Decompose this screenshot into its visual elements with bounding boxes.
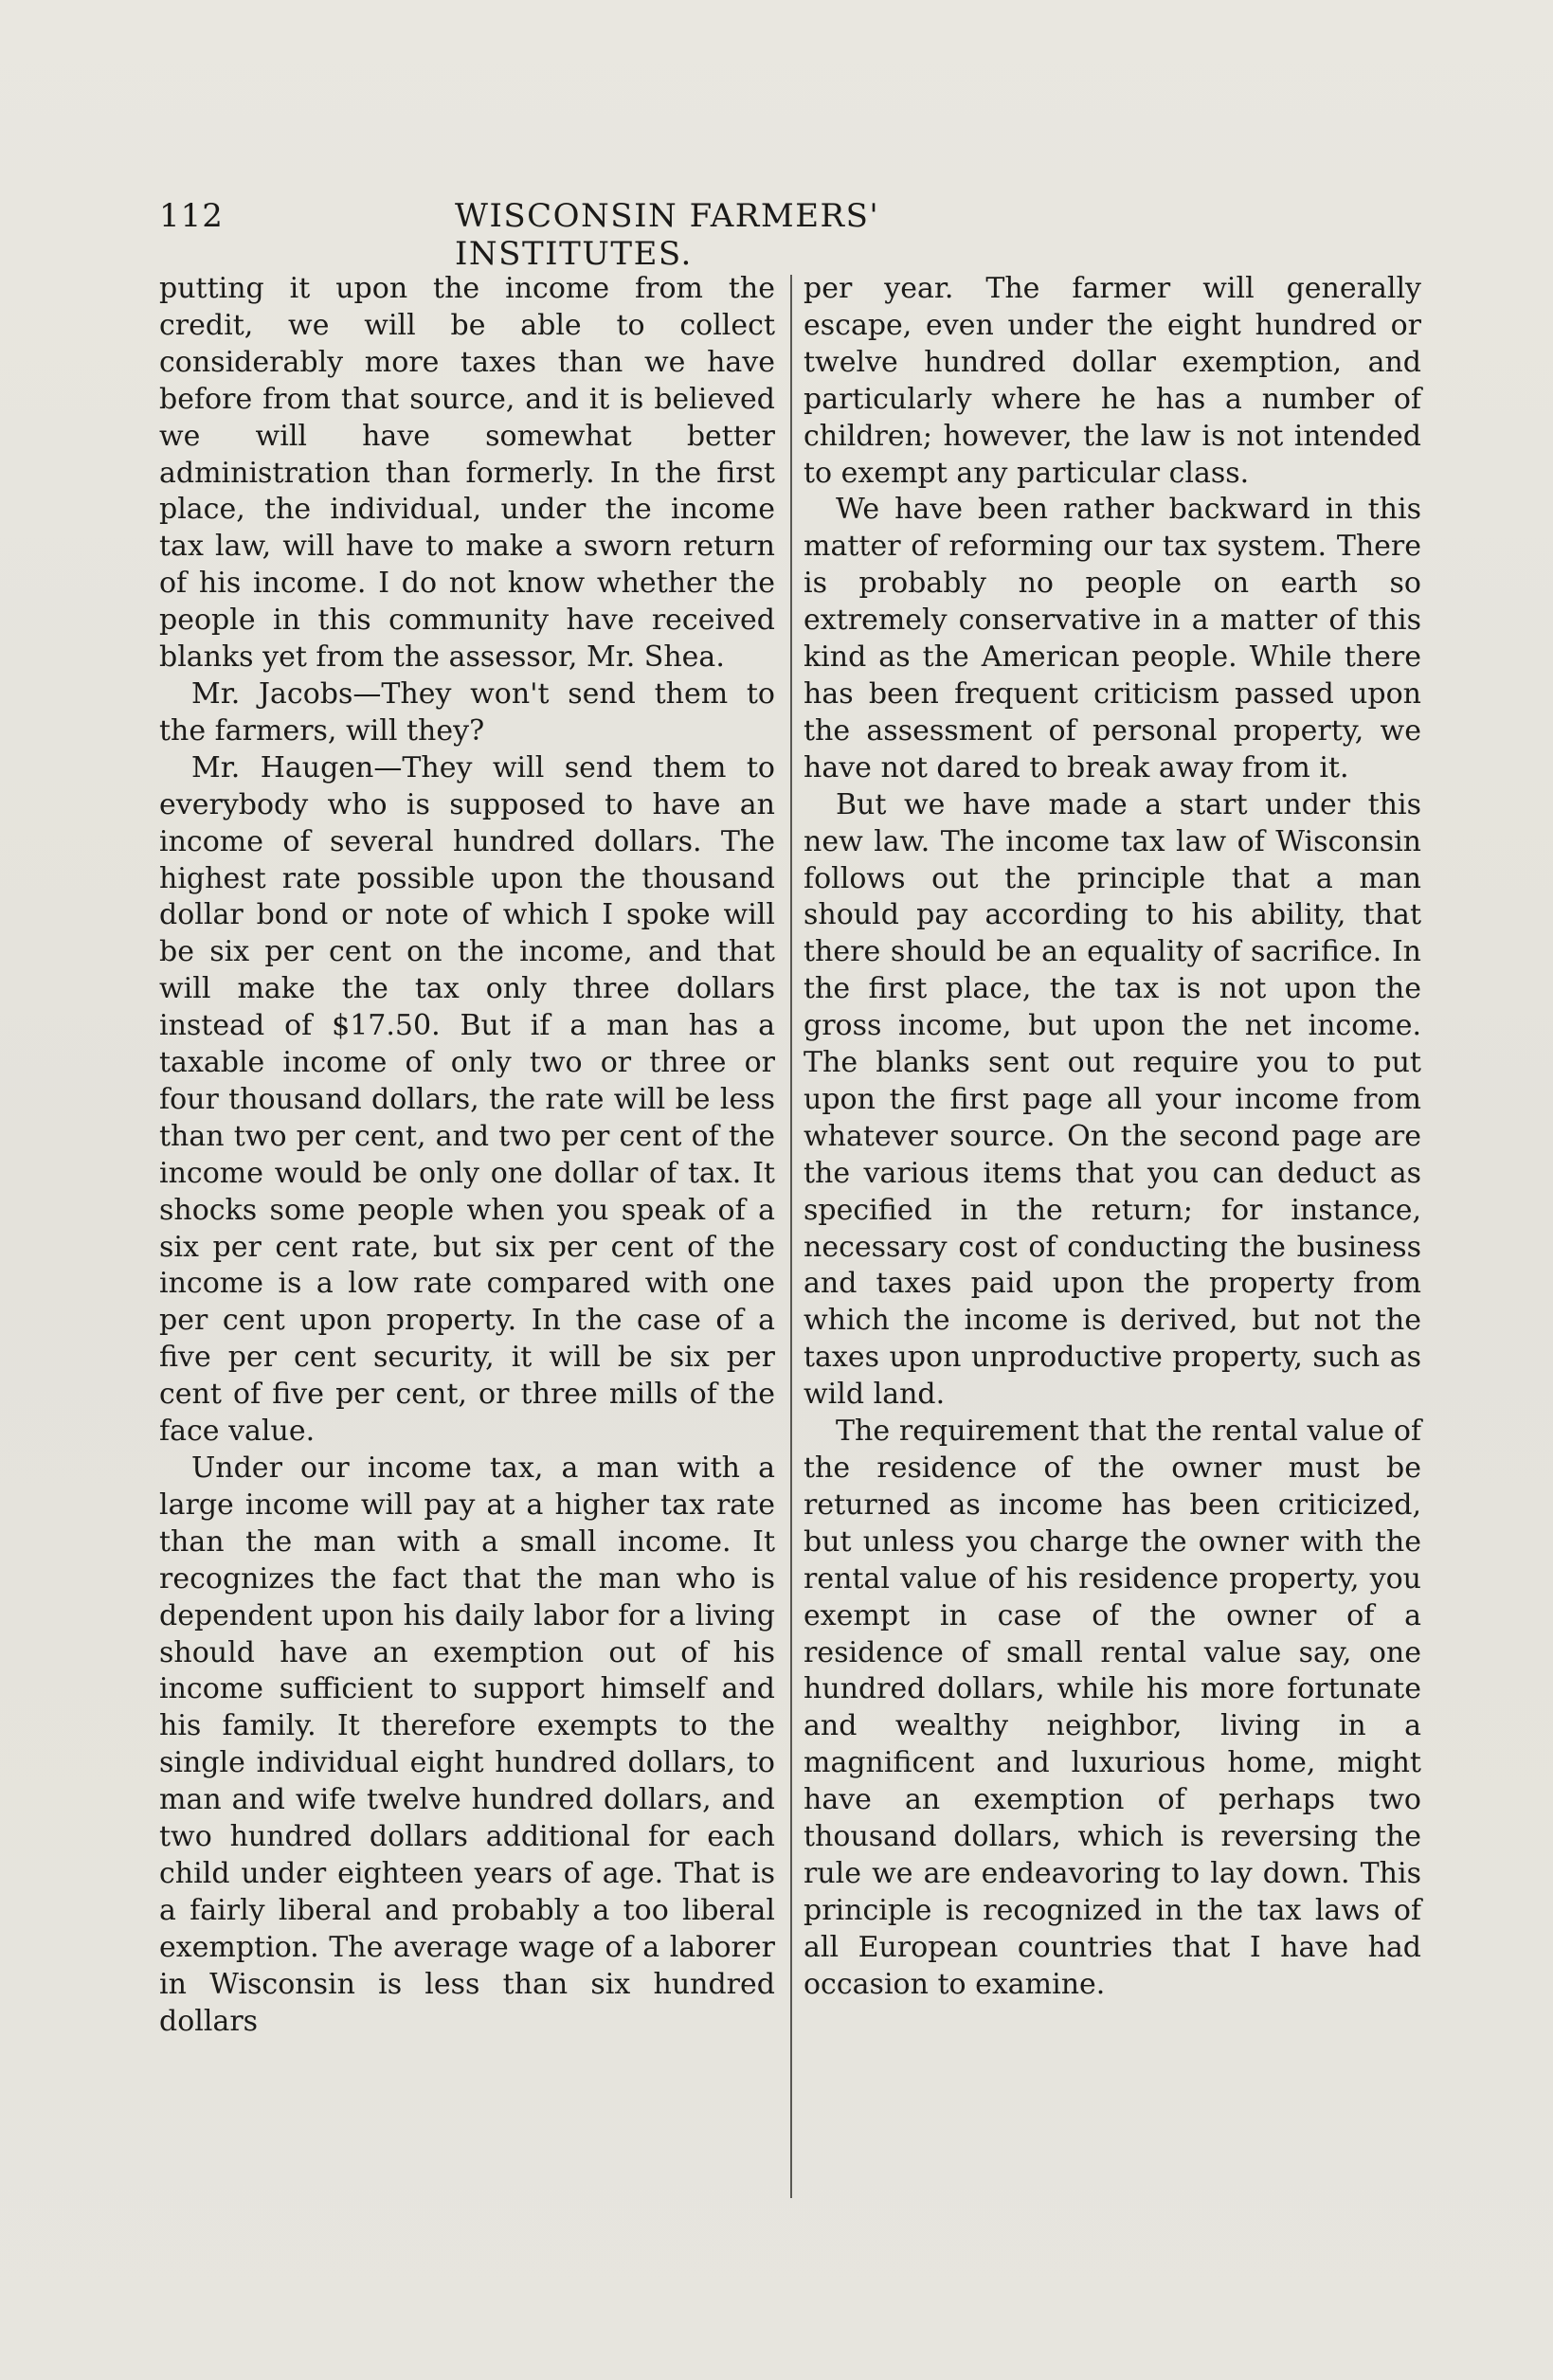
left-column: [159, 271, 775, 2041]
paragraph: We have been rather backward in this matter of reforming our tax system. There is probably no people on earth so extremely conservative in a matter of this kind as the American people. While there has been frequent criticism passed upon the assessment of personal property, we have not dared to break away from it.: [804, 493, 1421, 784]
paragraph: Under our income tax, a man with a large income will pay at a higher tax rate than the man with a small income. It recognizes the fact that the man who is dependent upon his daily labor for a living should have an exemption out of his income sufficient to support himself and his family. It therefore exempts to the single individual eight hundred dollars, to man and wife twelve hundred dollars, and two hundred dollars additional for each child under eighteen years of age. That is a fairly liberal and probably a too liberal exemption. The average wage of a laborer in Wisconsin is less than six hundred dollars: [159, 1451, 775, 2038]
running-title: WISCONSIN FARMERS' INSTITUTES.: [455, 197, 880, 273]
paragraph: The requirement that the rental value of the residence of the owner must be returned as income has been criticized, but unless you charge the owner with the rental value of his residence property, you exempt in case of the owner of a residence of small rental value say, one hundred dollars, while his more fortunate and wealthy neighbor, living in a magnificent and luxurious home, might have an exemption of perhaps two thousand dollars, which is reversing the rule we are endeavoring to lay down. This principle is recognized in the tax laws of all European countries that I have had occasion to examine.: [804, 1415, 1421, 2001]
page-header: [159, 197, 1116, 273]
right-column: [804, 271, 1421, 2004]
paragraph: per year. The farmer will generally escape, even under the eight hundred or twelve hundred dollar exemption, and particularly where he has a number of children; however, the law is not intended to exempt any particular class.: [804, 272, 1421, 490]
paragraph: But we have made a start under this new law. The income tax law of Wisconsin follows out the principle that a man should pay according to his ability, that there should be an equality of sacrifice. In the first place, the tax is not upon the gross income, but upon the net income. The blanks sent out require you to put upon the first page all your income from whatever source. On the second page are the various items that you can deduct as specified in the return; for instance, necessary cost of conducting the business and taxes paid upon the property from which the income is derived, but not the taxes upon unproductive property, such as wild land.: [804, 787, 1421, 1412]
column-divider: [790, 275, 792, 2198]
paragraph: Mr. Jacobs—They won't send them to the farmers, will they?: [159, 676, 775, 748]
paragraph: putting it upon the income from the credit, we will be able to collect considerably more taxes than we have before from that source, and it is believed we will have somewhat better administration than formerly. In the first place, the individual, under the income tax law, will have to make a sworn return of his income. I do not know whether the people in this community have received blanks yet from the assessor, Mr. Shea.: [159, 272, 775, 675]
paragraph: Mr. Haugen—They will send them to everybody who is supposed to have an income of several hundred dollars. The highest rate possible upon the thousand dollar bond or note of which I spoke will be six per cent on the income, and that will make the tax only three dollars instead of $17.50. But if a man has a taxable income of only two or three or four thousand dollars, the rate will be less than two per cent, and two per cent of the income would be only one dollar of tax. It shocks some people when you speak of a six per cent rate, but six per cent of the income is a low rate compared with one per cent upon property. In the case of a five per cent security, it will be six per cent of five per cent, or three mills of the face value.: [159, 750, 775, 1449]
page-number: 112: [159, 197, 224, 235]
